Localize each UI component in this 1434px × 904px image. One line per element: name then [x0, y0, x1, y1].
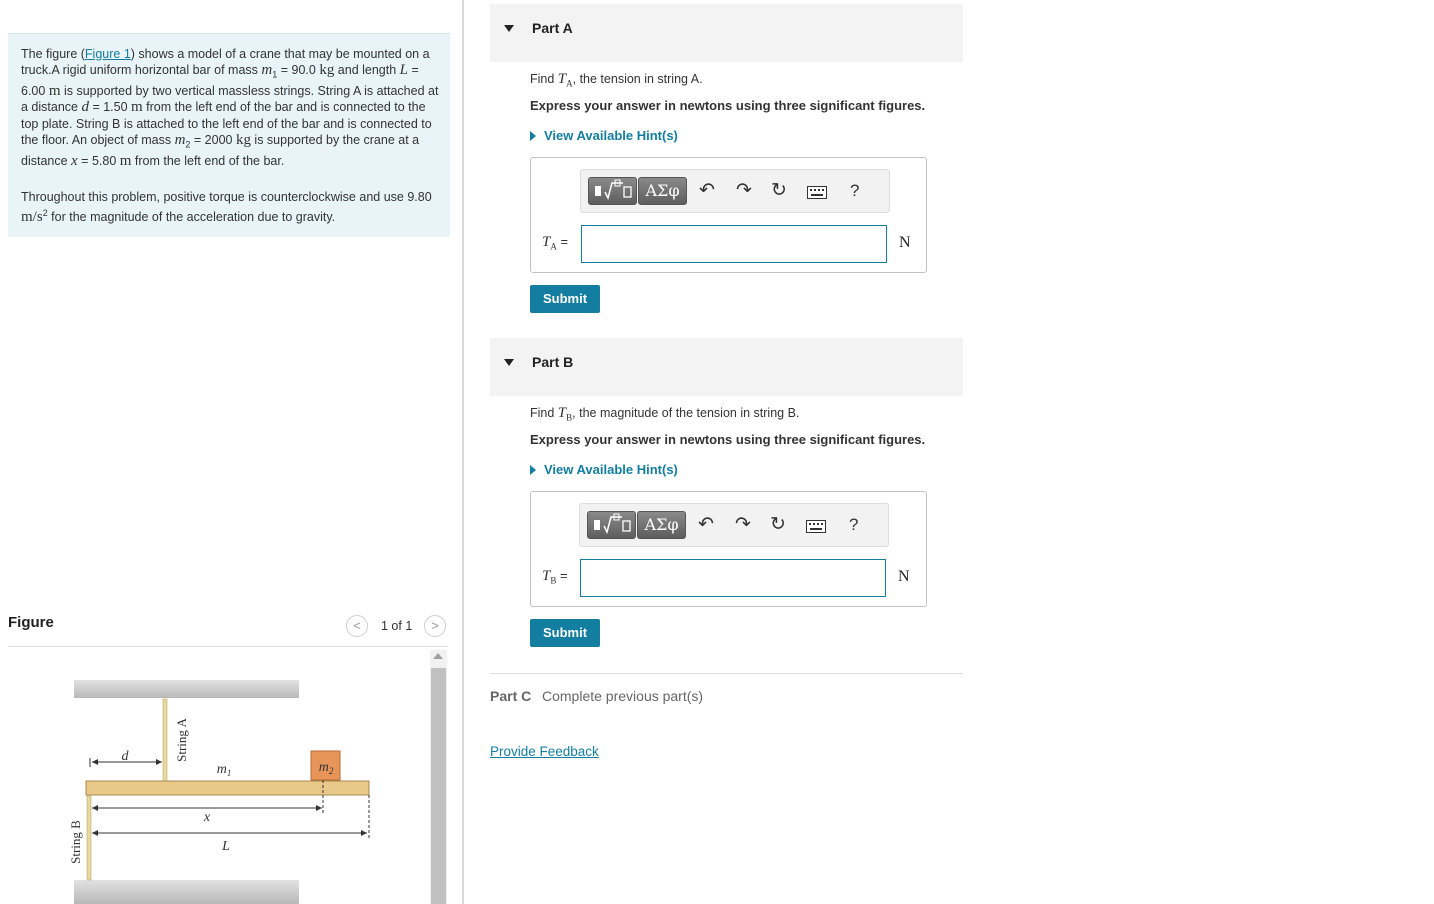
part-b-unit: N: [898, 568, 910, 585]
string-a: [163, 699, 167, 781]
part-a-variable-label: $T_A$ =: [542, 234, 569, 252]
keyboard-icon[interactable]: [807, 186, 827, 199]
reset-icon[interactable]: ↻: [771, 180, 787, 201]
part-b-header[interactable]: [490, 338, 963, 396]
part-b-question: Find $T_B$, the magnitude of the tension in string B.: [530, 405, 800, 423]
scroll-up-arrow-icon[interactable]: [433, 653, 443, 659]
caret-right-icon: [530, 131, 536, 141]
greek-symbols-button[interactable]: ΑΣφ: [637, 511, 686, 539]
keyboard-icon[interactable]: [806, 520, 826, 533]
part-a-label: Part A: [532, 20, 573, 36]
part-b-label: Part B: [532, 354, 574, 370]
templates-button[interactable]: [588, 177, 637, 205]
floor-plate: [74, 880, 299, 904]
problem-paragraph-2: Throughout this problem, positive torque is counterclockwise and use 9.80 $m/s^2$ for the magnitude of the acceleration due to gravity.: [21, 190, 432, 226]
caret-down-icon: [504, 359, 514, 366]
pane-divider[interactable]: [462, 0, 464, 904]
crane-figure: [8, 650, 428, 904]
provide-feedback-link[interactable]: Provide Feedback: [490, 744, 599, 759]
next-figure-button[interactable]: >: [424, 615, 446, 637]
string-b-label: String B: [68, 820, 83, 864]
figure-separator: [8, 646, 448, 647]
reset-icon[interactable]: ↻: [770, 514, 786, 535]
d-label: d: [121, 749, 129, 764]
part-b-submit-button[interactable]: Submit: [530, 619, 600, 647]
L-label: L: [222, 839, 230, 854]
part-b-answer-input[interactable]: [580, 559, 886, 597]
prev-figure-button[interactable]: <: [346, 615, 368, 637]
part-b-hint-toggle[interactable]: View Available Hint(s): [530, 462, 678, 477]
part-a-answer-input[interactable]: [581, 225, 887, 263]
string-b: [87, 796, 91, 880]
caret-right-icon: [530, 465, 536, 475]
redo-icon[interactable]: ↷: [735, 514, 751, 535]
x-label: x: [203, 810, 211, 825]
undo-icon[interactable]: ↶: [698, 514, 714, 535]
fraction-sqrt-icon: [589, 178, 636, 204]
help-icon[interactable]: ?: [850, 181, 860, 200]
part-a-hint-toggle[interactable]: View Available Hint(s): [530, 128, 678, 143]
string-a-label: String A: [174, 718, 189, 762]
part-a-question: Find $T_A$, the tension in string A.: [530, 71, 703, 89]
undo-icon[interactable]: ↶: [699, 180, 715, 201]
caret-down-icon: [504, 25, 514, 32]
problem-statement: [8, 33, 450, 237]
math-toolbar: [580, 169, 890, 213]
part-a-answer-box: [530, 157, 927, 273]
horizontal-bar: [86, 781, 369, 795]
redo-icon[interactable]: ↷: [736, 180, 752, 201]
part-a-header[interactable]: [490, 4, 963, 62]
figure-scrollbar-thumb[interactable]: [431, 668, 446, 904]
part-a-instructions: Express your answer in newtons using three significant figures.: [530, 98, 926, 113]
part-c-separator: [490, 673, 963, 674]
fraction-sqrt-icon: [588, 512, 635, 538]
templates-button[interactable]: [587, 511, 636, 539]
part-b-variable-label: $T_B$ =: [542, 568, 568, 586]
figure-link[interactable]: Figure 1: [84, 47, 131, 61]
problem-paragraph-1: The figure (Figure 1) shows a model of a crane that may be mounted on a truck.A rigid uniform horizontal bar of mass $m_1 = 90.0$ kg and length L = 6.00 m is supported by two vertical massless strings. String A is attached at a distance d = 1.50 m from the left end of the bar and is connected to the top plate. String B is attached to the left end of the bar and is connected to the floor. An object of mass $m_2 = 2000$ kg is supported by the crane at a distance x = 5.80 m from the left end of the bar.: [21, 47, 439, 169]
m1-label: $m_1$: [216, 762, 232, 778]
figure-title: Figure: [8, 614, 54, 631]
figure-pager: 1 of 1: [381, 619, 413, 633]
math-toolbar: [579, 503, 889, 547]
part-c-label: Part C: [490, 688, 532, 704]
greek-symbols-button[interactable]: ΑΣφ: [638, 177, 687, 205]
help-icon[interactable]: ?: [849, 515, 859, 534]
part-b-answer-box: [530, 491, 927, 607]
m2-label: $m_2$: [318, 760, 334, 776]
part-b-instructions: Express your answer in newtons using three significant figures.: [530, 432, 926, 447]
part-c-status: Complete previous part(s): [542, 688, 704, 704]
top-plate: [74, 680, 299, 698]
part-a-unit: N: [899, 234, 911, 251]
part-a-submit-button[interactable]: Submit: [530, 285, 600, 313]
